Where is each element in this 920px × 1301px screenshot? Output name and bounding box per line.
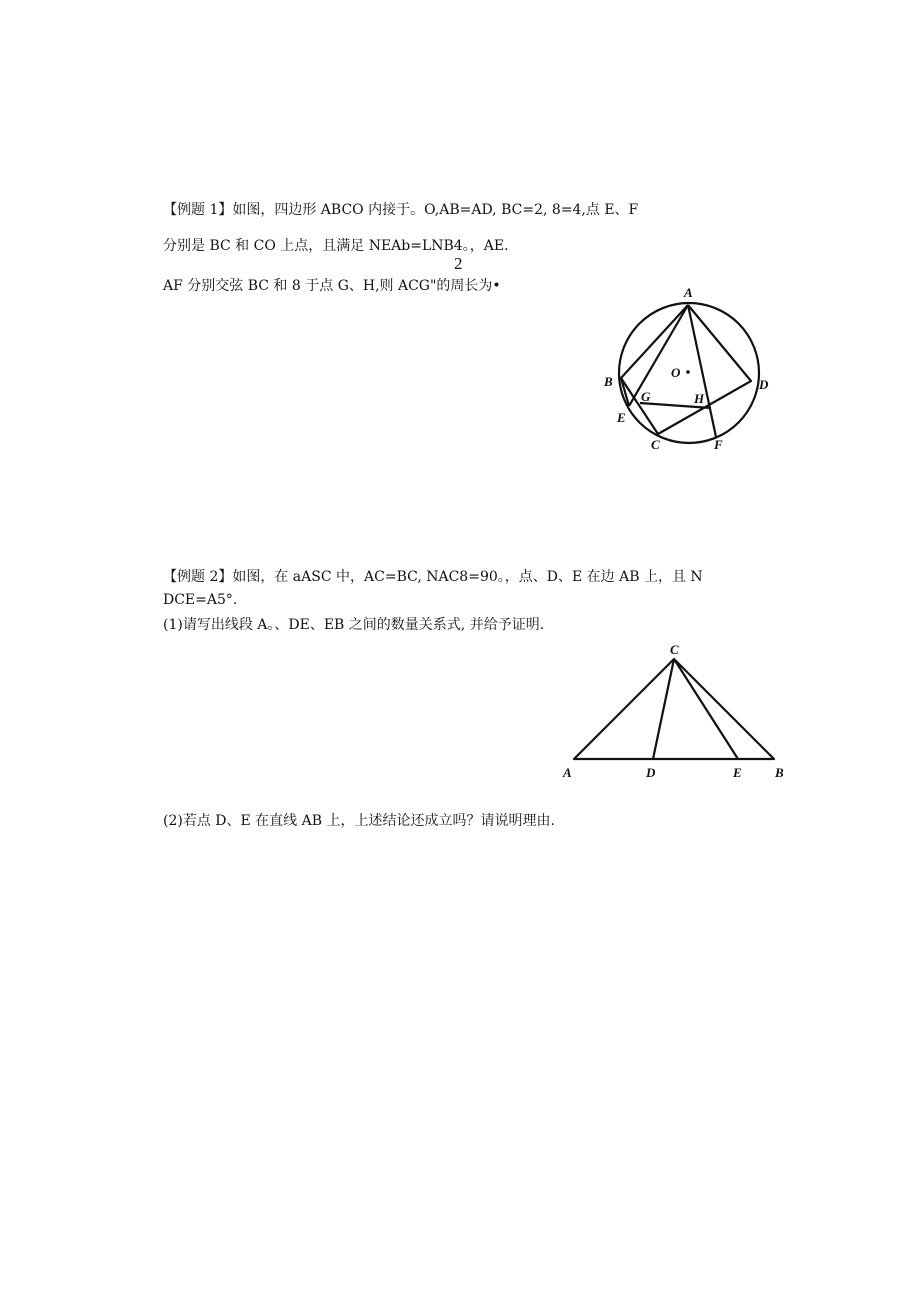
center-dot <box>686 370 690 374</box>
label-A: A <box>563 765 572 780</box>
problem1-line3: AF 分别交弦 BC 和 8 于点 G、H,则 ACG"的周长为• <box>163 278 501 294</box>
label-H: H <box>694 391 705 406</box>
label-C: C <box>651 437 660 452</box>
label-E: E <box>733 765 742 780</box>
segment-AE <box>629 305 688 406</box>
problem1-fraction-digit: 2 <box>454 254 463 273</box>
label-B: B <box>604 374 613 389</box>
quad-outline <box>621 305 751 434</box>
problem2-question2: (2)若点 D、E 在直线 AB 上，上述结论还成立吗？请说明理由. <box>163 813 555 829</box>
label-F: F <box>714 437 723 452</box>
triangle-ABC <box>574 659 774 759</box>
label-A: A <box>684 285 693 300</box>
segment-CD <box>653 659 674 759</box>
label-G: G <box>641 389 651 404</box>
problem1-line1: 【例题 1】如图，四边形 ABCO 内接于。O,AB=AD, BC=2, 8=4,点 E、F <box>163 202 639 218</box>
label-D: D <box>759 377 769 392</box>
label-D: D <box>646 765 656 780</box>
problem2-line2: DCE=A5°. <box>163 592 238 608</box>
label-O: O <box>671 365 681 380</box>
segment-GH <box>640 403 711 408</box>
label-B: B <box>775 765 784 780</box>
problem1-line2: 分别是 BC 和 CO 上点，且满足 NEAb=LNB4。，AE. <box>163 238 509 254</box>
problem2-line1: 【例题 2】如图，在 aASC 中，AC=BC, NAC8=90。，点、D、E 在边 AB 上，且 N <box>163 569 703 585</box>
circumcircle <box>619 303 759 443</box>
segment-AF <box>688 305 716 437</box>
label-C: C <box>670 642 679 657</box>
problem2-question1: (1)请写出线段 A。、DE、EB 之间的数量关系式, 并给予证明. <box>163 617 545 633</box>
label-E: E <box>617 410 626 425</box>
segment-CE <box>674 659 738 759</box>
segment-BE <box>621 378 629 406</box>
